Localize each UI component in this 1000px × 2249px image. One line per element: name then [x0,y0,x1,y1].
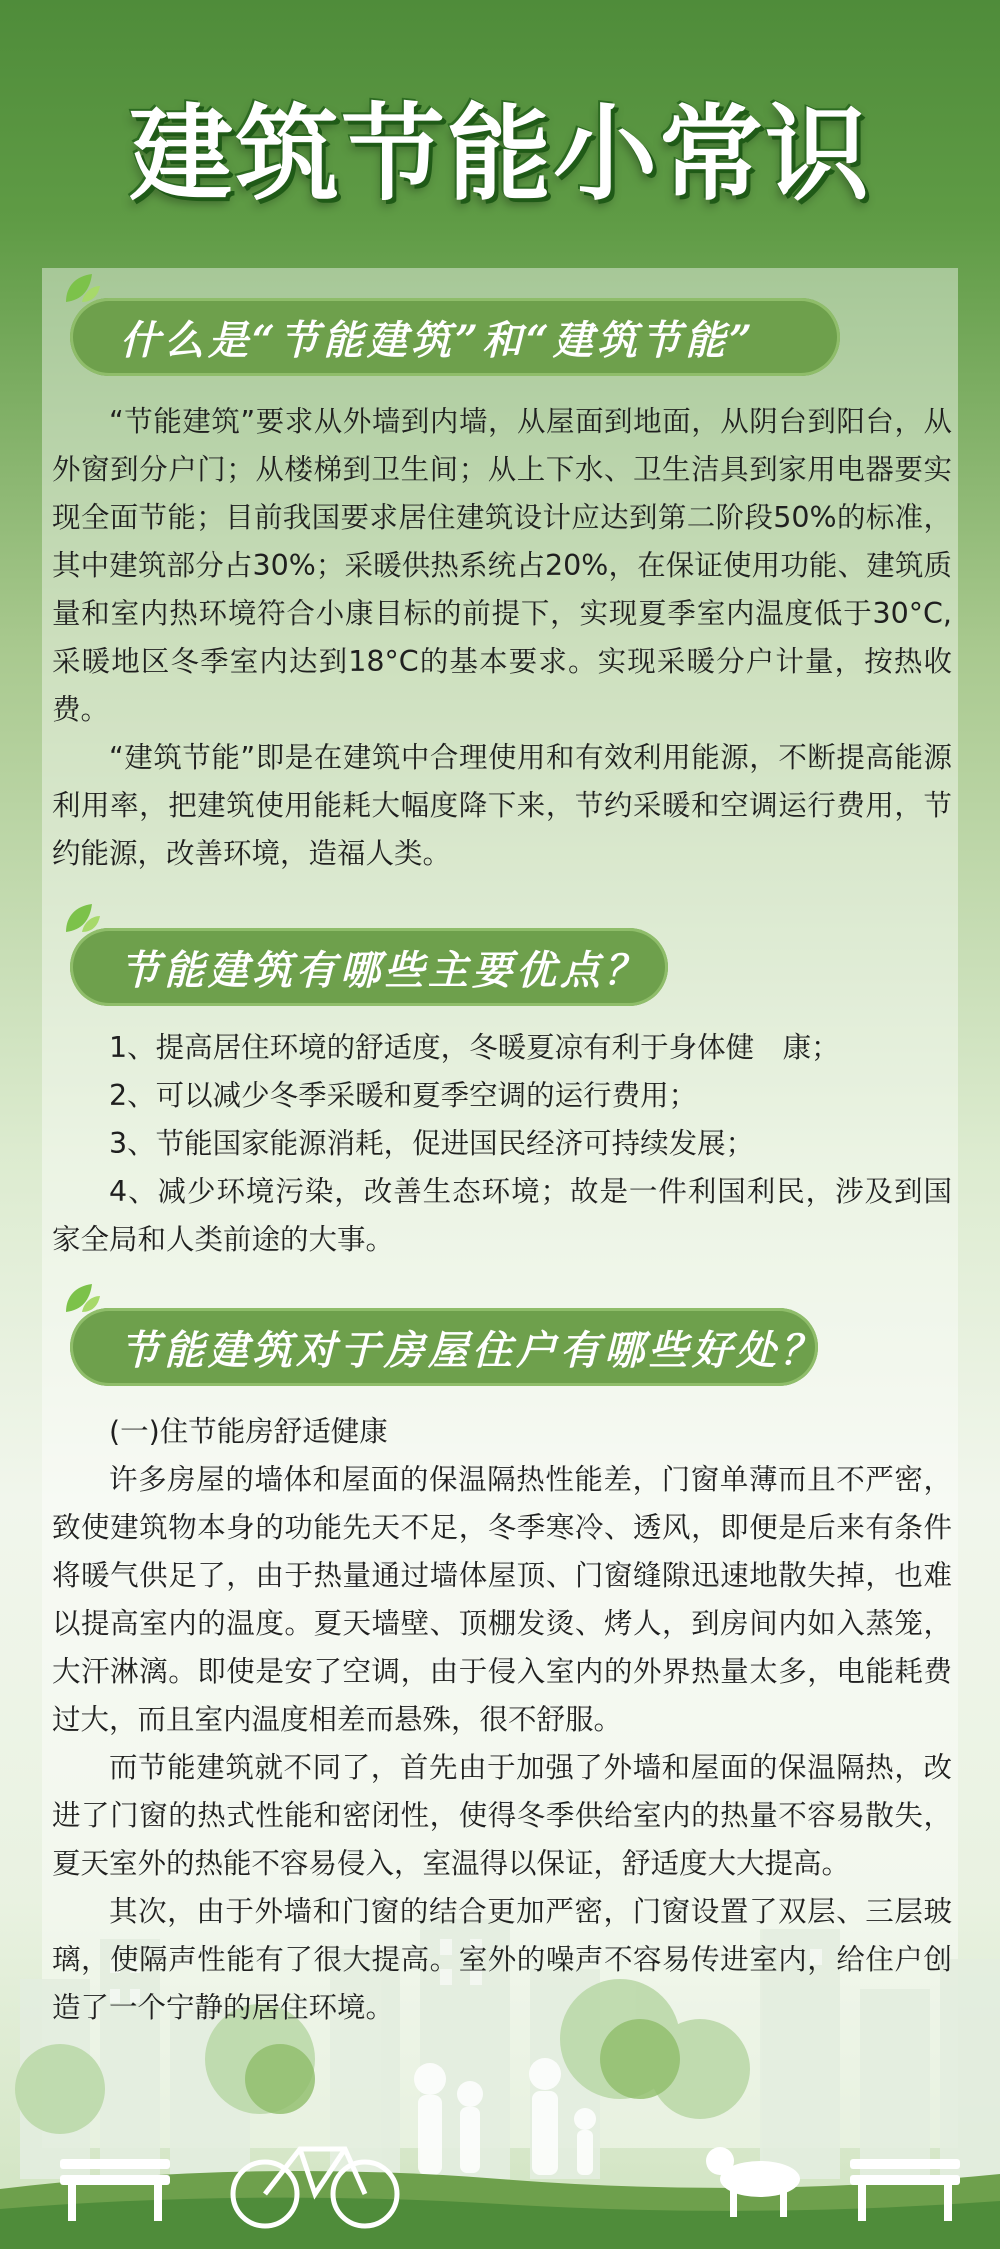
section-3-heading: 节能建筑对于房屋住户有哪些好处？ [120,1326,824,1374]
list-item: 1、提高居住环境的舒适度，冬暖夏凉有利于身体健 康； [109,1031,840,1064]
paragraph: 而节能建筑就不同了，首先由于加强了外墙和屋面的保温隔热，改进了门窗的热式性能和密闭性，使得冬季供给室内的热量不容易散失，夏天室外的热能不容易侵入，室温得以保证，舒适度大大提高。 [52,1751,952,1880]
section-header-2 [70,928,668,1006]
page-title: 建筑节能小常识 [128,93,871,215]
paragraph: “建筑节能”即是在建筑中合理使用和有效利用能源，不断提高能源利用率，把建筑使用能耗大幅度降下来，节约采暖和空调运行费用，节约能源，改善环境，造福人类。 [52,741,952,870]
leaf-icon [62,902,102,936]
section-header-3 [70,1308,824,1386]
section-1-heading: 什么是“节能建筑”和“建筑节能” [120,316,757,364]
paragraph: 其次，由于外墙和门窗的结合更加严密，门窗设置了双层、三层玻璃，使隔声性能有了很大提高。室外的噪声不容易传进室内，给住户创造了一个宁静的居住环境。 [52,1895,952,2024]
leaf-icon [62,272,102,306]
leaf-icon [62,1282,102,1316]
paragraph: “节能建筑”要求从外墙到内墙，从屋面到地面，从阴台到阳台，从外窗到分户门；从楼梯到卫生间；从上下水、卫生洁具到家用电器要实现全面节能；目前我国要求居住建筑设计应达到第二阶段50%的标准，其中建筑部分占30%；采暖供热系统占20%，在保证使用功能、建筑质量和室内热环境符合小康目标的前提下，实现夏季室内温度低于30°C,采暖地区冬季室内达到18°C的基本要求。实现采暖分户计量，按热收费。 [52,405,952,726]
paragraph: 许多房屋的墙体和屋面的保温隔热性能差，门窗单薄而且不严密，致使建筑物本身的功能先天不足，冬季寒冷、透风，即便是后来有条件将暖气供足了，由于热量通过墙体屋顶、门窗缝隙迅速地散失掉，也难以提高室内的温度。夏天墙壁、顶棚发烫、烤人，到房间内如入蒸笼，大汗淋漓。即使是安了空调，由于侵入室内的外界热量太多，电能耗费过大，而且室内温度相差而悬殊，很不舒服。 [52,1463,952,1736]
list-item: 3、节能国家能源消耗，促进国民经济可持续发展； [109,1127,755,1160]
section-1-body [52,398,952,878]
section-2-heading: 节能建筑有哪些主要优点？ [120,946,648,994]
list-item: 4、减少环境污染，改善生态环境；故是一件利国利民，涉及到国家全局和人类前途的大事。 [52,1175,952,1256]
sub-heading: (一)住节能房舒适健康 [109,1415,388,1448]
section-header-1 [70,298,840,376]
section-2-body [52,1024,952,1264]
section-3-body [52,1408,952,2032]
list-item: 2、可以减少冬季采暖和夏季空调的运行费用； [109,1079,698,1112]
